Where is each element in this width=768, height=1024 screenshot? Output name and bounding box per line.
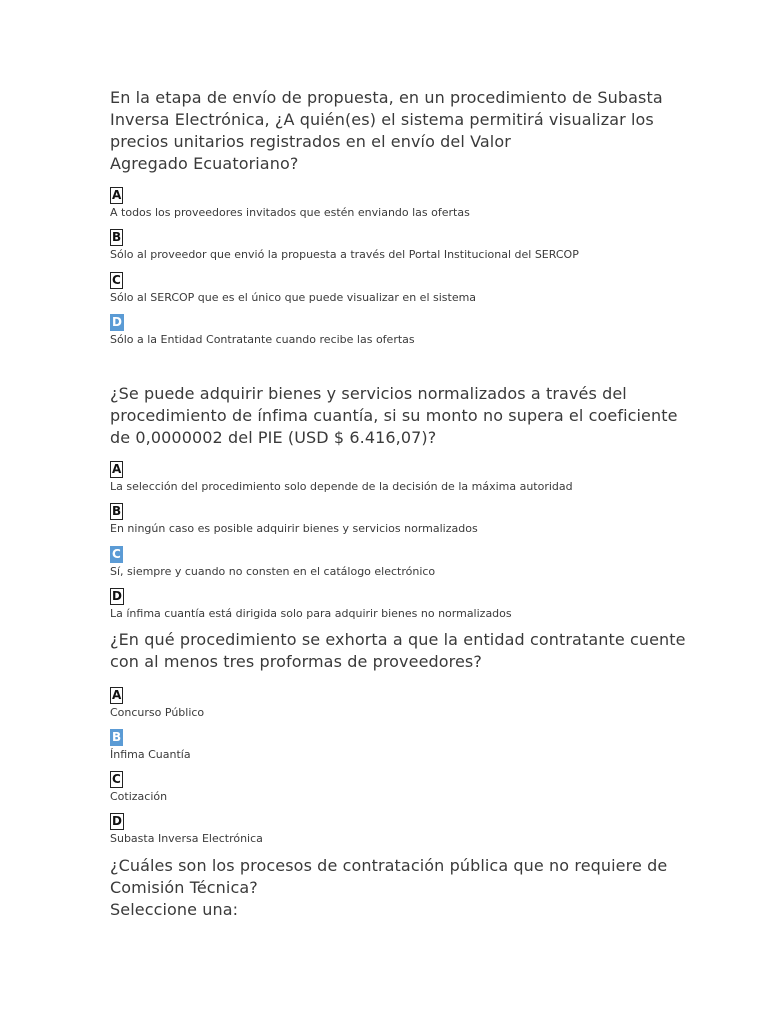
question-1-line-1: En la etapa de envío de propuesta, en un procedimiento de Subasta [110,88,663,107]
question-2-option-d[interactable] [110,585,512,621]
option-text: La selección del procedimiento solo depende de la decisión de la máxima autoridad [110,480,573,493]
question-1-option-c[interactable] [110,269,476,305]
option-letter-badge-highlighted: C [112,547,121,561]
option-letter-badge: C [112,772,121,786]
option-text: Sólo al proveedor que envió la propuesta a través del Portal Institucional del SERCOP [110,248,579,261]
question-1-line-2: Inversa Electrónica, ¿A quién(es) el sistema permitirá visualizar los [110,110,654,129]
question-1-line-3: precios unitarios registrados en el envío del Valor [110,132,511,151]
option-letter-badge: B [112,230,122,244]
option-letter-badge-highlighted: D [112,315,122,329]
question-1 [110,87,670,175]
option-text: Cotización [110,790,168,803]
option-letter-badge: A [112,188,122,202]
option-text: Sólo a la Entidad Contratante cuando recibe las ofertas [110,333,415,346]
question-2-option-a[interactable] [110,458,573,494]
question-1-line-4: Agregado Ecuatoriano? [110,154,299,173]
option-text: A todos los proveedores invitados que estén enviando las ofertas [110,206,470,219]
option-text: Sólo al SERCOP que es el único que puede visualizar en el sistema [110,291,477,304]
question-4-line-1: ¿Cuáles son los procesos de contratación pública que no requiere de [110,856,668,875]
question-2-line-1: ¿Se puede adquirir bienes y servicios normalizados a través del [110,384,627,403]
question-3-option-d[interactable] [110,810,263,846]
question-1-option-b[interactable] [110,226,579,262]
option-text: La ínfima cuantía está dirigida solo para adquirir bienes no normalizados [110,607,512,620]
question-3-option-a[interactable] [110,684,204,720]
question-1-option-a[interactable] [110,184,470,220]
option-letter-badge: D [112,814,122,828]
question-2-option-c[interactable] [110,543,435,579]
option-letter-badge: A [112,462,122,476]
option-letter-badge: A [112,688,122,702]
question-3-line-1: ¿En qué procedimiento se exhorta a que la entidad contratante cuente [110,630,686,649]
option-text: En ningún caso es posible adquirir bienes y servicios normalizados [110,522,478,535]
question-4-line-2: Comisión Técnica? [110,878,258,897]
option-text: Sí, siempre y cuando no consten en el catálogo electrónico [110,565,436,578]
question-3-line-2: con al menos tres proformas de proveedores? [110,652,482,671]
option-letter-badge: C [112,273,121,287]
question-2-option-b[interactable] [110,500,478,536]
question-4 [110,855,670,921]
option-letter-badge: B [112,504,122,518]
question-1-option-d[interactable] [110,311,415,347]
question-3 [110,629,686,673]
question-2-line-2: procedimiento de ínfima cuantía, si su monto no supera el coeficiente [110,406,678,425]
option-text: Subasta Inversa Electrónica [110,832,263,845]
option-text: Ínfima Cuantía [110,748,191,761]
question-2 [110,383,678,449]
question-2-line-3: de 0,0000002 del PIE (USD $ 6.416,07)? [110,428,437,447]
question-3-option-c[interactable] [110,768,167,804]
option-letter-badge-highlighted: B [112,730,122,744]
question-4-line-3: Seleccione una: [110,900,239,919]
option-letter-badge: D [112,589,122,603]
option-text: Concurso Público [110,706,205,719]
question-3-option-b[interactable] [110,726,191,762]
